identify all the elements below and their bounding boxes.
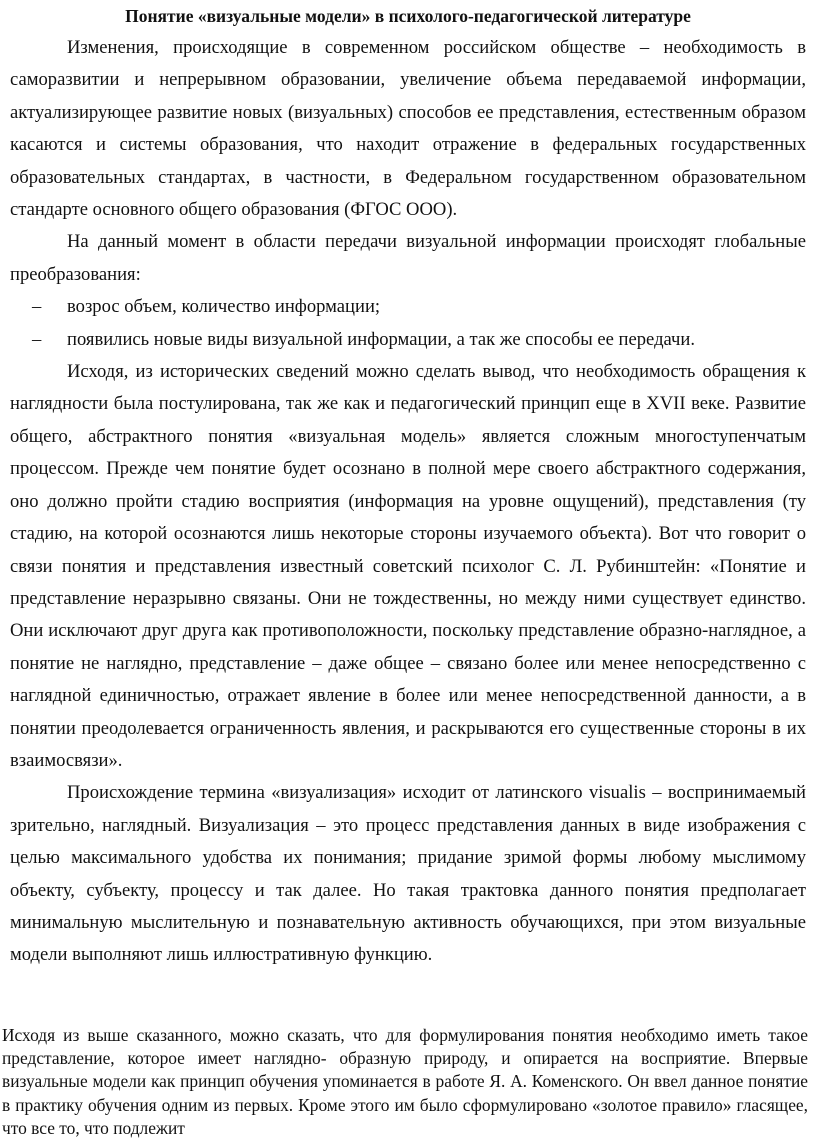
paragraph-global-changes: На данный момент в области передачи визуальной информации происходят глобальные преобразования: — [10, 231, 806, 285]
list-dash-marker: – — [32, 328, 42, 350]
document-body — [10, 32, 806, 972]
document-title: Понятие «визуальные модели» в психолого-педагогической литературе — [125, 6, 691, 26]
list-item — [10, 324, 806, 356]
document-tail — [2, 1024, 808, 1140]
paragraph-history: Исходя, из исторических сведений можно сделать вывод, что необходимость обращения к наглядности была постулирована, так же как и педагогический принцип еще в XVII веке. Развитие общего, абстрактного понятия «визуальная модель» является сложным многоступенчатым процессом. Прежде чем понятие будет осознано в полной мере своего абстрактного содержания, оно должно пройти стадию восприятия (информация на уровне ощущений), представления (ту стадию, на которой осознаются лишь некоторые стороны изучаемого объекта). Вот что говорит о связи понятия и представления известный советский психолог С. Л. Рубинштейн: «Понятие и представление неразрывно связаны. Они не тождественны, но между ними существует единство. Они исключают друг друга как противоположности, поскольку представление образно-наглядное, а понятие не наглядно, представление – даже общее – связано более или менее непосредственно с наглядной единичностью, отражает явление в более или менее непосредственной данности, а в понятии преодолевается ограниченность явления, и раскрываются его существенные стороны в их взаимосвязи». — [10, 361, 806, 771]
paragraph-conclusion: Исходя из выше сказанного, можно сказать, что для формулирования понятия необходимо иметь такое представление, которое имеет наглядно- образную природу, и опирается на восприятие. Впервые визуальные модели как принцип обучения упоминается в работе Я. А. Коменского. Он ввел данное понятие в практику обучения одним из первых. Кроме этого им было сформулировано «золотое правило» гласящее, что все то, что подлежит — [2, 1025, 808, 1138]
list-item-text: появились новые виды визуальной информации, а так же способы ее передачи. — [67, 328, 695, 350]
list-item — [10, 291, 806, 323]
paragraph-intro: Изменения, происходящие в современном российском обществе – необходимость в саморазвитии и непрерывном образовании, увеличение объема передаваемой информации, актуализирующее развитие новых (визуальных) способов ее представления, естественным образом касаются и системы образования, что находит отражение в федеральных государственных образовательных стандартах, в частности, в Федеральном государственном образовательном стандарте основного общего образования (ФГОС ООО). — [10, 37, 806, 221]
changes-list — [10, 291, 806, 356]
list-dash-marker: – — [32, 296, 42, 318]
paragraph-visualization-term: Происхождение термина «визуализация» исходит от латинского visualis – воспринимаемый зрительно, наглядный. Визуализация – это процесс представления данных в виде изображения с целью максимального удобства их понимания; придание зримой формы любому мыслимому объекту, субъекту, процессу и так далее. Но такая трактовка данного понятия предполагает минимальную мыслительную и познавательную активность обучающихся, при этом визуальные модели выполняют лишь иллюстративную функцию. — [10, 782, 806, 966]
list-item-text: возрос объем, количество информации; — [67, 296, 381, 318]
